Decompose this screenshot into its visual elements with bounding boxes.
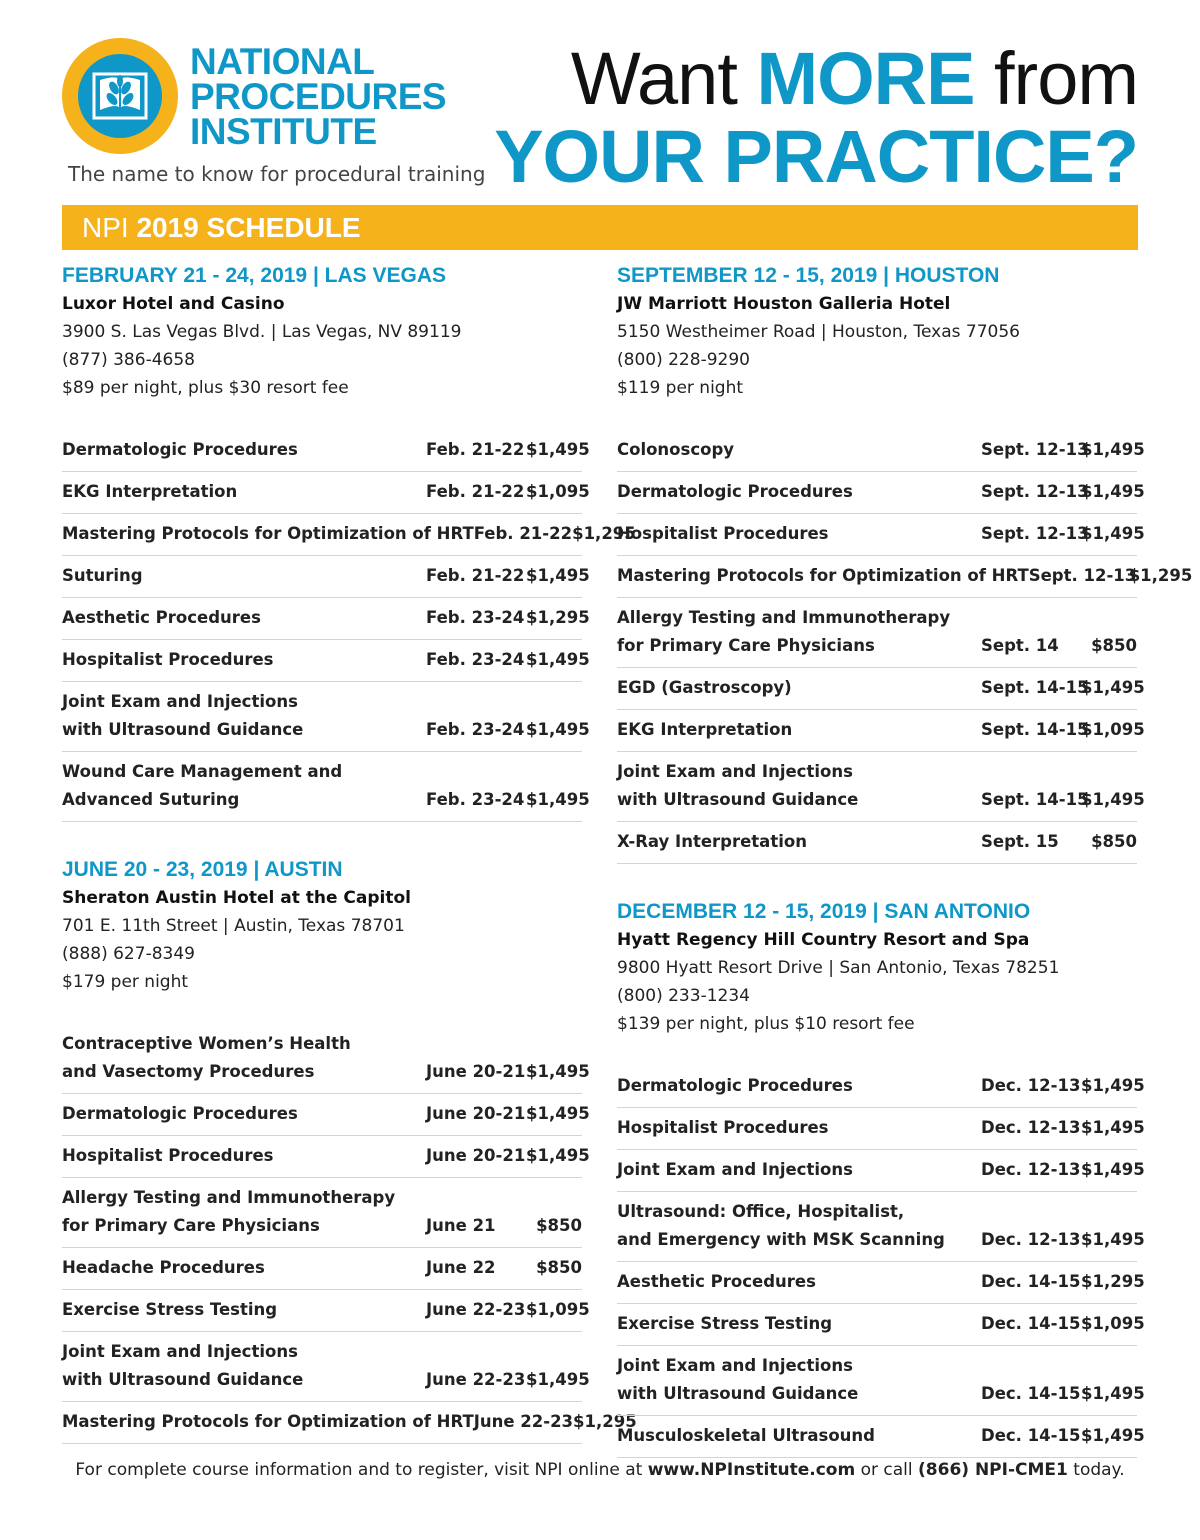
course-price: $1,495	[526, 790, 590, 809]
course-price: $850	[1091, 636, 1137, 655]
course-title	[617, 1268, 981, 1296]
course-title	[62, 520, 474, 548]
course-name: Ultrasound: Office, Hospitalist,	[617, 1202, 905, 1221]
course-date: June 22-23	[473, 1412, 574, 1431]
course-row	[62, 1093, 590, 1135]
headline	[494, 37, 1138, 198]
course-row	[617, 1149, 1145, 1191]
course-title	[617, 758, 981, 814]
course-name: Mastering Protocols for Optimization of HRT	[62, 524, 474, 543]
course-name: X-Ray Interpretation	[617, 832, 807, 851]
course-row	[617, 471, 1145, 513]
course-price: $1,295	[573, 1412, 637, 1431]
left-column	[62, 262, 637, 1444]
footer-text: For complete course information and to register, visit NPI online at	[75, 1460, 648, 1480]
course-title	[617, 436, 981, 464]
footer-text: or call	[855, 1460, 919, 1480]
course-name-cont: with Ultrasound Guidance	[62, 720, 304, 739]
right-column	[617, 262, 1193, 1458]
course-name: Dermatologic Procedures	[62, 1104, 298, 1123]
event-heading: SEPTEMBER 12 - 15, 2019 | HOUSTON	[617, 264, 1000, 287]
course-row	[617, 555, 1193, 597]
course-price: $1,495	[526, 1146, 590, 1165]
event-rate: $179 per night	[62, 972, 189, 992]
course-date: June 20-21	[426, 1104, 526, 1123]
event-rate: $89 per night, plus $30 resort fee	[62, 378, 349, 398]
course-date: June 22-23	[426, 1300, 526, 1319]
course-row	[617, 1415, 1145, 1457]
course-date: June 22-23	[426, 1370, 526, 1389]
course-row	[62, 1135, 590, 1177]
event-rate: $119 per night	[617, 378, 744, 398]
course-price: $1,495	[1081, 790, 1145, 809]
course-title	[617, 716, 981, 744]
course-date: June 20-21	[426, 1146, 526, 1165]
course-title	[62, 1030, 426, 1086]
event-austin	[62, 856, 637, 1444]
course-date: Feb. 23-24	[426, 650, 525, 669]
course-price: $1,495	[1081, 1230, 1145, 1249]
course-row	[617, 1191, 1145, 1261]
footer	[0, 1460, 1200, 1480]
course-title	[62, 1296, 426, 1324]
course-row	[617, 709, 1145, 751]
headline-line2: YOUR PRACTICE?	[494, 115, 1138, 198]
course-name-cont: Advanced Suturing	[62, 790, 240, 809]
course-price: $1,295	[572, 524, 636, 543]
course-title	[617, 1422, 981, 1450]
event-address: 3900 S. Las Vegas Blvd. | Las Vegas, NV 89119	[62, 322, 462, 342]
course-price: $1,495	[1081, 440, 1145, 459]
course-name: Allergy Testing and Immunotherapy	[62, 1188, 396, 1207]
course-row	[62, 430, 590, 471]
course-price: $1,295	[526, 608, 590, 627]
course-price: $1,495	[1081, 678, 1145, 697]
course-name: Dermatologic Procedures	[617, 482, 853, 501]
org-name-line: INSTITUTE	[190, 111, 377, 152]
course-name-cont: and Emergency with MSK Scanning	[617, 1230, 945, 1249]
course-price: $1,495	[526, 566, 590, 585]
course-name: Dermatologic Procedures	[62, 440, 298, 459]
course-price: $1,495	[1081, 1160, 1145, 1179]
course-row	[62, 1331, 590, 1401]
course-name: Exercise Stress Testing	[62, 1300, 278, 1319]
course-title	[617, 520, 981, 548]
course-price: $1,495	[526, 440, 590, 459]
course-title	[62, 436, 426, 464]
course-row	[617, 821, 1137, 863]
course-title	[617, 478, 981, 506]
course-date: Sept. 12-13	[981, 440, 1089, 459]
course-title	[62, 478, 426, 506]
event-venue: JW Marriott Houston Galleria Hotel	[617, 294, 951, 314]
course-list	[617, 1066, 1145, 1458]
course-name-cont: with Ultrasound Guidance	[617, 1384, 859, 1403]
course-title	[617, 674, 981, 702]
course-list	[62, 430, 636, 822]
course-price: $1,295	[1128, 566, 1193, 585]
event-heading: JUNE 20 - 23, 2019 | AUSTIN	[62, 858, 343, 881]
course-title	[62, 1338, 426, 1394]
course-name: Exercise Stress Testing	[617, 1314, 833, 1333]
course-date: Dec. 12-13	[981, 1076, 1081, 1095]
course-row	[62, 1024, 590, 1093]
event-address: 9800 Hyatt Resort Drive | San Antonio, Texas 78251	[617, 958, 1060, 978]
course-date: Feb. 23-24	[426, 608, 525, 627]
tagline: The name to know for procedural training	[68, 162, 486, 186]
course-date: Dec. 12-13	[981, 1230, 1081, 1249]
course-date: Feb. 21-22	[426, 566, 525, 585]
course-title	[62, 604, 426, 632]
course-price: $1,495	[1081, 1076, 1145, 1095]
course-list	[62, 1024, 637, 1444]
course-date: Dec. 14-15	[981, 1272, 1081, 1291]
course-row	[62, 681, 590, 751]
event-venue: Hyatt Regency Hill Country Resort and Spa	[617, 930, 1030, 950]
event-phone: (877) 386-4658	[62, 350, 195, 370]
course-title	[617, 1198, 981, 1254]
course-name: EKG Interpretation	[62, 482, 238, 501]
course-title	[617, 828, 981, 856]
course-row	[617, 513, 1145, 555]
course-date: Sept. 14-15	[981, 790, 1089, 809]
course-row	[62, 639, 590, 681]
event-san-antonio	[617, 898, 1145, 1458]
course-name: Contraceptive Women’s Health	[62, 1034, 351, 1053]
course-row	[617, 1066, 1145, 1107]
course-price: $1,495	[1081, 524, 1145, 543]
course-date: Sept. 12-13	[981, 482, 1089, 501]
course-name-cont: for Primary Care Physicians	[617, 636, 875, 655]
course-date: Feb. 21-22	[426, 440, 525, 459]
course-name: EKG Interpretation	[617, 720, 793, 739]
course-row	[62, 751, 590, 821]
event-heading: DECEMBER 12 - 15, 2019 | SAN ANTONIO	[617, 900, 1031, 923]
course-price: $1,095	[526, 1300, 590, 1319]
course-row	[617, 430, 1145, 471]
course-name: Joint Exam and Injections	[62, 692, 298, 711]
event-phone: (888) 627-8349	[62, 944, 195, 964]
course-title	[617, 604, 981, 660]
logo	[62, 38, 178, 154]
course-date: Feb. 23-24	[426, 720, 525, 739]
event-las-vegas	[62, 262, 636, 822]
course-name: Joint Exam and Injections	[617, 1356, 853, 1375]
course-name: Hospitalist Procedures	[62, 1146, 274, 1165]
course-name: Joint Exam and Injections	[62, 1342, 298, 1361]
course-date: Sept. 14	[981, 636, 1059, 655]
course-name: Aesthetic Procedures	[617, 1272, 816, 1291]
course-row	[62, 513, 636, 555]
course-row	[62, 1177, 582, 1247]
course-name: Hospitalist Procedures	[617, 524, 829, 543]
course-date: Sept. 12-13	[981, 524, 1089, 543]
course-name-cont: for Primary Care Physicians	[62, 1216, 320, 1235]
course-name: Musculoskeletal Ultrasound	[617, 1426, 875, 1445]
course-title	[617, 1310, 981, 1338]
course-date: Sept. 14-15	[981, 720, 1089, 739]
course-row	[62, 597, 590, 639]
org-name-line: NATIONAL	[190, 41, 375, 82]
course-date: June 20-21	[426, 1062, 526, 1081]
course-price: $1,495	[526, 1104, 590, 1123]
course-title	[617, 1072, 981, 1100]
footer-text: today.	[1067, 1460, 1125, 1480]
course-date: Dec. 14-15	[981, 1314, 1081, 1333]
schedule-banner	[62, 205, 1138, 250]
course-name-cont: and Vasectomy Procedures	[62, 1062, 315, 1081]
course-name: Colonoscopy	[617, 440, 735, 459]
course-row	[62, 1247, 582, 1289]
course-price: $1,095	[1081, 720, 1145, 739]
course-title	[617, 1114, 981, 1142]
course-date: Dec. 12-13	[981, 1160, 1081, 1179]
footer-url-link[interactable]: www.NPInstitute.com	[647, 1460, 856, 1480]
course-name: EGD (Gastroscopy)	[617, 678, 792, 697]
org-name-line: PROCEDURES	[190, 76, 447, 117]
course-row	[617, 1261, 1145, 1303]
event-phone: (800) 228-9290	[617, 350, 750, 370]
headline-from: from	[974, 37, 1138, 120]
course-name: Hospitalist Procedures	[62, 650, 274, 669]
course-title	[62, 1184, 426, 1240]
course-price: $850	[1091, 832, 1137, 851]
event-venue: Sheraton Austin Hotel at the Capitol	[62, 888, 411, 908]
org-name	[190, 41, 447, 152]
course-price: $1,495	[526, 1062, 590, 1081]
event-address: 701 E. 11th Street | Austin, Texas 78701	[62, 916, 405, 936]
course-name: Dermatologic Procedures	[617, 1076, 853, 1095]
headline-want: Want	[570, 37, 757, 120]
event-houston	[617, 262, 1193, 864]
course-row	[617, 1107, 1145, 1149]
course-price: $1,495	[526, 1370, 590, 1389]
course-name: Allergy Testing and Immunotherapy	[617, 608, 951, 627]
course-price: $1,095	[1081, 1314, 1145, 1333]
course-date: June 22	[426, 1258, 496, 1277]
banner-prefix: NPI	[82, 212, 137, 243]
course-price: $1,295	[1081, 1272, 1145, 1291]
course-name: Mastering Protocols for Optimization of HRT	[617, 566, 1029, 585]
course-price: $1,495	[1081, 1384, 1145, 1403]
course-name: Joint Exam and Injections	[617, 1160, 853, 1179]
course-price: $1,495	[1081, 1426, 1145, 1445]
course-title	[62, 1142, 426, 1170]
course-price: $1,495	[526, 720, 590, 739]
event-phone: (800) 233-1234	[617, 986, 750, 1006]
course-title	[62, 1254, 426, 1282]
course-row	[617, 597, 1137, 667]
course-title	[62, 758, 426, 814]
course-title	[62, 562, 426, 590]
course-name-cont: with Ultrasound Guidance	[617, 790, 859, 809]
course-row	[62, 471, 590, 513]
book-leaf-icon	[90, 66, 150, 126]
course-price: $1,495	[1081, 1118, 1145, 1137]
course-list	[617, 430, 1193, 864]
course-date: Feb. 21-22	[426, 482, 525, 501]
banner-title: 2019 SCHEDULE	[136, 212, 361, 243]
headline-more: MORE	[756, 37, 975, 120]
event-address: 5150 Westheimer Road | Houston, Texas 77056	[617, 322, 1020, 342]
course-title	[62, 688, 426, 744]
course-date: June 21	[426, 1216, 496, 1235]
course-price: $1,495	[526, 650, 590, 669]
course-row	[617, 1303, 1145, 1345]
course-date: Dec. 12-13	[981, 1118, 1081, 1137]
course-row	[617, 751, 1145, 821]
course-row	[62, 555, 590, 597]
course-price: $850	[536, 1258, 582, 1277]
event-venue: Luxor Hotel and Casino	[62, 294, 285, 314]
course-row	[62, 1401, 637, 1443]
course-date: Sept. 14-15	[981, 678, 1089, 697]
course-name: Joint Exam and Injections	[617, 762, 853, 781]
course-price: $1,095	[526, 482, 590, 501]
page-header	[0, 0, 1200, 200]
course-title	[617, 1156, 981, 1184]
course-date: Feb. 23-24	[426, 790, 525, 809]
course-name: Mastering Protocols for Optimization of HRT	[62, 1412, 474, 1431]
course-price: $1,495	[1081, 482, 1145, 501]
course-date: Dec. 14-15	[981, 1426, 1081, 1445]
footer-phone: (866) NPI-CME1	[918, 1460, 1068, 1480]
course-name: Suturing	[62, 566, 143, 585]
course-title	[62, 1408, 474, 1436]
course-title	[62, 1100, 426, 1128]
course-title	[62, 646, 426, 674]
course-title	[617, 1352, 981, 1408]
course-date: Dec. 14-15	[981, 1384, 1081, 1403]
course-name: Hospitalist Procedures	[617, 1118, 829, 1137]
course-name: Headache Procedures	[62, 1258, 265, 1277]
course-name-cont: with Ultrasound Guidance	[62, 1370, 304, 1389]
course-name: Wound Care Management and	[62, 762, 343, 781]
course-title	[617, 562, 1029, 590]
course-date: Sept. 12-13	[1028, 566, 1137, 585]
event-rate: $139 per night, plus $10 resort fee	[617, 1014, 915, 1034]
course-row	[617, 667, 1145, 709]
course-row	[62, 1289, 590, 1331]
course-name: Aesthetic Procedures	[62, 608, 261, 627]
course-price: $850	[536, 1216, 582, 1235]
course-date: Feb. 21-22	[473, 524, 573, 543]
course-date: Sept. 15	[981, 832, 1059, 851]
event-heading: FEBRUARY 21 - 24, 2019 | LAS VEGAS	[62, 264, 447, 287]
course-row	[617, 1345, 1145, 1415]
